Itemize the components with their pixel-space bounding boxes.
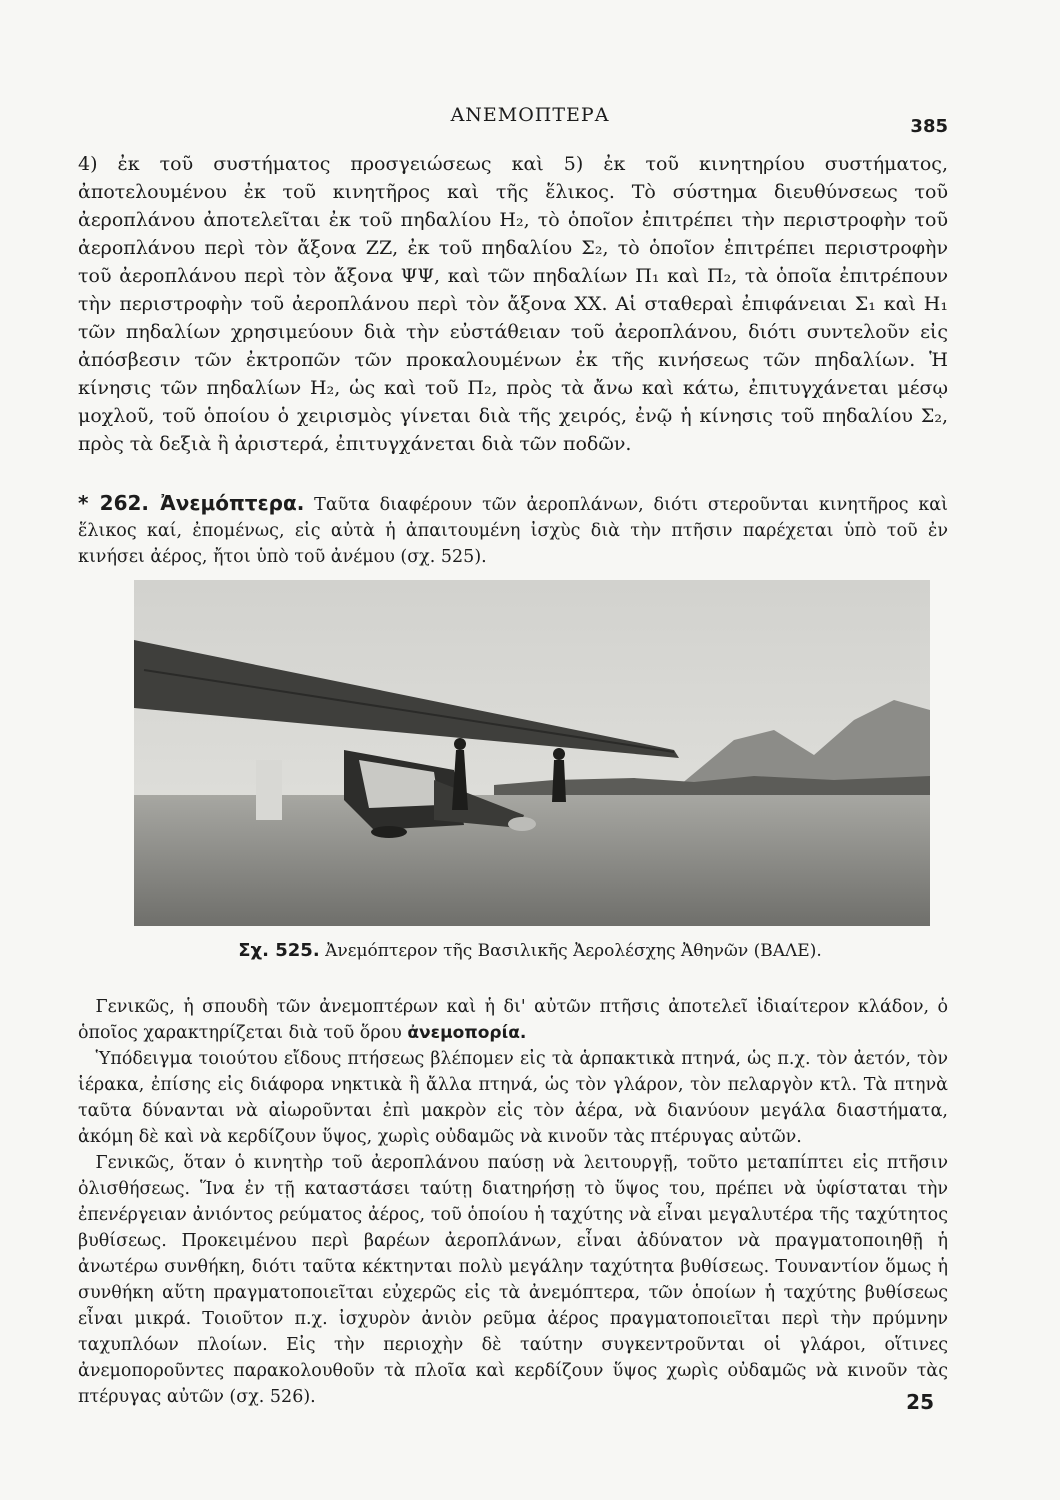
folio-number: 25: [906, 1390, 934, 1414]
section-262: [78, 490, 948, 570]
running-title: ΑΝΕΜΟΠΤΕΡΑ: [450, 104, 610, 126]
term-anemoporia: ἀνεμοπορία.: [407, 1023, 527, 1043]
body-paragraph-3-text: Γενικῶς, ὅταν ὁ κινητὴρ τοῦ ἀεροπλάνου παύσῃ νὰ λειτουργῇ, τοῦτο μεταπίπτει εἰς πτῆσιν ὀλισθήσεως. Ἵνα ἐν τῇ καταστάσει ταύτῃ διατηρήσῃ τὸ ὕψος του, πρέπει νὰ ὑφίσταται τὴν ἐπενέργειαν ἀνιόντος ρεύματος ἀέρος, τοῦ ὁποίου ἡ ταχύτης νὰ εἶναι μεγαλυτέρα τῆς ταχύτητος βυθίσεως. Προκειμένου περὶ βαρέων ἀεροπλάνων, εἶναι ἀδύνατον νὰ πραγματοποιηθῇ ἡ ἀνωτέρω συνθήκη, διότι ταῦτα κέκτηνται πολὺ μεγάλην ταχύτητα βυθίσεως. Τουναντίον ὅμως ἡ συνθήκη αὕτη πραγματοποιεῖται εὐχερῶς εἰς τὰ ἀνεμόπτερα, τῶν ὁποίων ἡ ταχύτης βυθίσεως εἶναι μικρά. Τοιοῦτον π.χ. ἰσχυρὸν ἀνιὸν ρεῦμα ἀέρος πραγματοποιεῖται περὶ τὴν πρύμνην ταχυπλόων πλοίων. Εἰς τὴν περιοχὴν δὲ ταύτην συγκεντροῦνται οἱ γλάροι, οἵτινες ἀνεμοποροῦντες παρακολουθοῦν τὰ πλοῖα καὶ κερδίζουν ὕψος χωρὶς οὐδαμῶς νὰ κινοῦν τὰς πτέρυγας αὐτῶν (σχ. 526).: [78, 1153, 948, 1407]
body-paragraph-1-text: Γενικῶς, ἡ σπουδὴ τῶν ἀνεμοπτέρων καὶ ἡ δι' αὐτῶν πτῆσις ἀποτελεῖ ἰδιαίτερον κλάδον, ὁ ὁποῖος χαρακτηρίζεται διὰ τοῦ ὅρου: [78, 997, 948, 1043]
section-paragraph: [78, 490, 948, 570]
body-paragraph-2: [78, 1046, 948, 1150]
person-walking-head: [553, 748, 565, 760]
person-head: [454, 738, 466, 750]
section-heading: * 262. Ἀνεμόπτερα.: [78, 491, 305, 515]
tail-skid: [508, 817, 536, 831]
intro-text-block: [78, 150, 948, 458]
figure-caption: [0, 940, 1060, 961]
intro-paragraph: 4) ἐκ τοῦ συστήματος προσγειώσεως καὶ 5) ἐκ τοῦ κινητηρίου συστήματος, ἀποτελουμένου ἐκ τοῦ κινητῆρος καὶ τῆς ἕλικος. Τὸ σύστημα διευθύνσεως τοῦ ἀεροπλάνου ἀποτελεῖται ἐκ τοῦ πηδαλίου Η₂, τὸ ὁποῖον ἐπιτρέπει τὴν περιστροφὴν τοῦ ἀεροπλάνου περὶ τὸν ἄξονα ΖΖ, ἐκ τοῦ πηδαλίου Σ₂, τὸ ὁποῖον ἐπιτρέπει περιστροφὴν τοῦ ἀεροπλάνου περὶ τὸν ἄξονα ΨΨ, καὶ τῶν πηδαλίων Π₁ καὶ Π₂, τὰ ὁποῖα ἐπιτρέπουν τὴν περιστροφὴν τοῦ ἀεροπλάνου περὶ τὸν ἄξονα ΧΧ. Αἱ σταθεραὶ ἐπιφάνειαι Σ₁ καὶ Η₁ τῶν πηδαλίων χρησιμεύουν διὰ τὴν εὐστάθειαν τοῦ ἀεροπλάνου, διότι συντελοῦν εἰς ἀπόσβεσιν τῶν ἐκτροπῶν τῶν προκαλουμένων ἐκ τῆς κινήσεως τῶν πηδαλίων. Ἡ κίνησις τῶν πηδαλίων Η₂, ὡς καὶ τοῦ Π₂, πρὸς τὰ ἄνω καὶ κάτω, ἐπιτυγχάνεται μέσῳ μοχλοῦ, τοῦ ὁποίου ὁ χειρισμὸς γίνεται διὰ τῆς χειρός, ἐνῷ ἡ κίνησις τοῦ πηδαλίου Σ₂, πρὸς τὰ δεξιὰ ἢ ἀριστερά, ἐπιτυγχάνεται διὰ τῶν ποδῶν.: [78, 153, 948, 455]
body-paragraph-2-text: Ὑπόδειγμα τοιούτου εἴδους πτήσεως βλέπομεν εἰς τὰ ἁρπακτικὰ πτηνά, ὡς π.χ. τὸν ἀετόν, τὸν ἱέρακα, ἐπίσης εἰς διάφορα νηκτικὰ ἢ ἄλλα πτηνά, ὡς τὸν γλάρον, τὸν πελαργὸν κτλ. Τὰ πτηνὰ ταῦτα δύνανται νὰ αἰωροῦνται ἐπὶ μακρὸν εἰς τὸν ἀέρα, νὰ διανύουν μεγάλα διαστήματα, ἀκόμη δὲ καὶ νὰ κερδίζουν ὕψος, χωρὶς οὐδαμῶς νὰ κινοῦν τὰς πτέρυγας αὐτῶν.: [78, 1049, 948, 1147]
airfield: [134, 795, 930, 926]
glider-photograph: [134, 580, 930, 926]
page-number: 385: [910, 116, 948, 137]
person-walking: [552, 760, 566, 802]
glider-photo-illustration: [134, 580, 930, 926]
figure-caption-text: Ἀνεμόπτερον τῆς Βασιλικῆς Ἀερολέσχης Ἀθηνῶν (ΒΑΛΕ).: [325, 941, 822, 961]
wing-strut-post: [256, 760, 282, 820]
figure-label: Σχ. 525.: [238, 940, 320, 961]
glider-landing-skid: [371, 826, 407, 838]
body-paragraph-1: [78, 994, 948, 1046]
body-text-block: [78, 994, 948, 1410]
section-text: Ταῦτα διαφέρουν τῶν ἀεροπλάνων, διότι στεροῦνται κινητῆρος καὶ ἕλικος καί, ἐπομένως, εἰς αὐτὰ ἡ ἀπαιτουμένη ἰσχὺς διὰ τὴν πτῆσιν παρέχεται ὑπὸ τοῦ ἐν κινήσει ἀέρος, ἤτοι ὑπὸ τοῦ ἀνέμου (σχ. 525).: [78, 495, 948, 567]
body-paragraph-3: [78, 1150, 948, 1410]
